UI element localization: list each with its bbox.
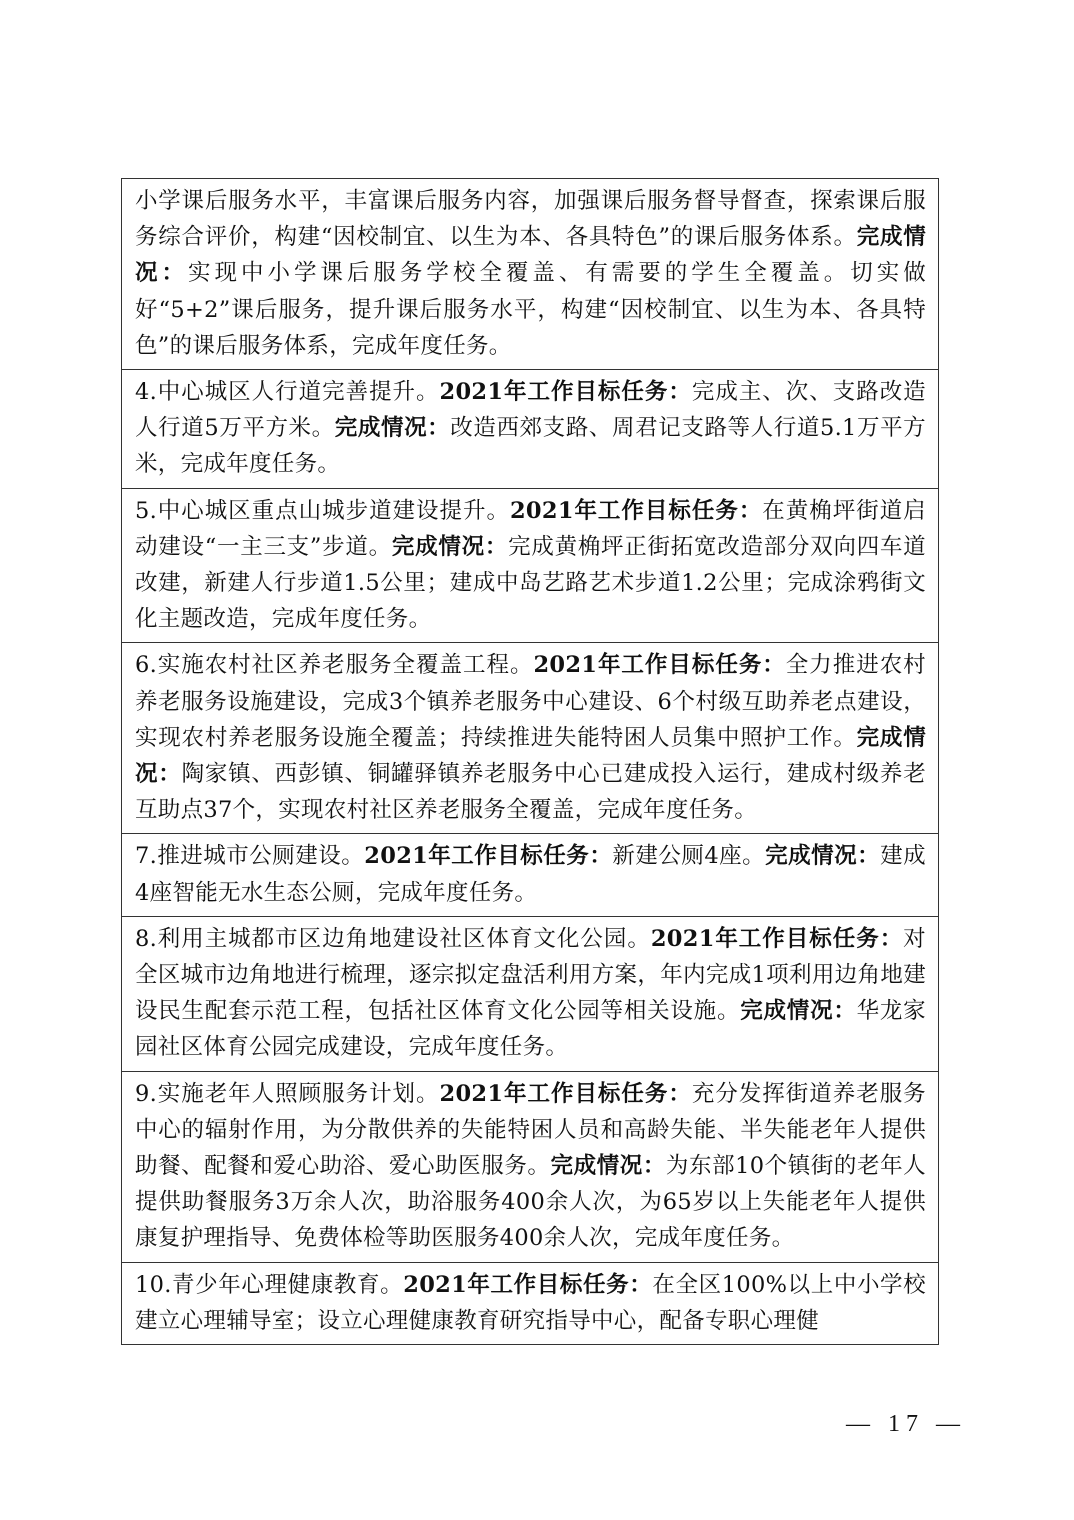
task-row-7 [122,834,938,916]
task-status: 华龙家园社区体育公园完成建设，完成年度任务。 [135,998,926,1061]
task-row-4 [122,370,938,489]
task-target: 对全区城市边角地进行梳理，逐宗拟定盘活利用方案，年内完成1项利用边角地建设民生配套示范工程，包括社区体育文化公园等相关设施。 [135,925,926,1025]
task-row-3-continued [122,179,938,370]
task-row-10 [122,1263,938,1345]
task-title: 10.青少年心理健康教育。 [135,1271,404,1298]
task-target: 完成主、次、支路改造人行道5万平方米。 [135,379,926,442]
task-table [121,178,939,1345]
task-status: 实现中小学课后服务学校全覆盖、有需要的学生全覆盖。切实做好“5+2”课后服务，提升课后服务水平，构建“因校制宜、以生为本、各具特色”的课后服务体系，完成年度任务。 [135,260,926,359]
status-label: 完成情况： [334,415,451,442]
task-target: 小学课后服务水平，丰富课后服务内容，加强课后服务督导督查，探索课后服务综合评价，构建“因校制宜、以生为本、各具特色”的课后服务体系。 [135,188,926,251]
task-target: 充分发挥街道养老服务中心的辐射作用，为分散供养的失能特困人员和高龄失能、半失能老年人提供助餐、配餐和爱心助浴、爱心助医服务。 [135,1080,926,1180]
task-target: 全力推进农村养老服务设施建设，完成3个镇养老服务中心建设、6个村级互助养老点建设，实现农村养老服务设施全覆盖；持续推进失能特困人员集中照护工作。 [135,652,926,751]
task-title: 5.中心城区重点山城步道建设提升。 [135,497,510,524]
task-status: 为东部10个镇街的老年人提供助餐服务3万余人次，助浴服务400余人次，为65岁以上失能老年人提供康复护理指导、免费体检等助医服务400余人次，完成年度任务。 [135,1153,926,1252]
task-row-6 [122,643,938,834]
target-label: 2021年工作目标任务： [533,652,786,679]
task-target: 在全区100%以上中小学校建立心理辅导室；设立心理健康教育研究指导中心，配备专职心理健 [135,1271,926,1334]
status-label: 完成情况： [135,724,926,788]
status-label: 完成情况： [391,533,509,560]
status-label: 完成情况： [550,1153,666,1180]
task-title: 7.推进城市公厕建设。 [135,843,365,870]
task-row-5 [122,489,938,644]
task-status: 陶家镇、西彭镇、铜罐驿镇养老服务中心已建成投入运行，建成村级养老互助点37个，实现农村社区养老服务全覆盖，完成年度任务。 [135,761,926,824]
task-target: 在黄桷坪街道启动建设“一主三支”步道。 [135,497,926,560]
status-label: 完成情况： [740,998,857,1025]
status-label: 完成情况： [765,843,881,870]
task-title: 6.实施农村社区养老服务全覆盖工程。 [135,652,534,679]
task-status: 建成4座智能无水生态公厕，完成年度任务。 [135,843,926,906]
task-target: 新建公厕4座。 [612,843,766,870]
target-label: 2021年工作目标任务： [509,497,763,524]
task-title: 8.利用主城都市区边角地建设社区体育文化公园。 [135,925,651,952]
task-status: 完成黄桷坪正街拓宽改造部分双向四车道改建，新建人行步道1.5公里；建成中岛艺路艺术步道1.2公里；完成涂鸦街文化主题改造，完成年度任务。 [135,533,926,633]
task-title: 9.实施老年人照顾服务计划。 [135,1080,440,1107]
target-label: 2021年工作目标任务： [403,1271,653,1298]
page-number: — 17 — [846,1411,966,1437]
task-title: 4.中心城区人行道完善提升。 [135,379,440,406]
task-row-8 [122,917,938,1072]
target-label: 2021年工作目标任务： [439,379,692,406]
task-row-9 [122,1072,938,1263]
target-label: 2021年工作目标任务： [650,925,904,952]
target-label: 2021年工作目标任务： [439,1080,692,1107]
task-status: 改造西郊支路、周君记支路等人行道5.1万平方米，完成年度任务。 [135,415,926,478]
target-label: 2021年工作目标任务： [364,843,613,870]
status-label: 完成情况： [135,224,927,287]
